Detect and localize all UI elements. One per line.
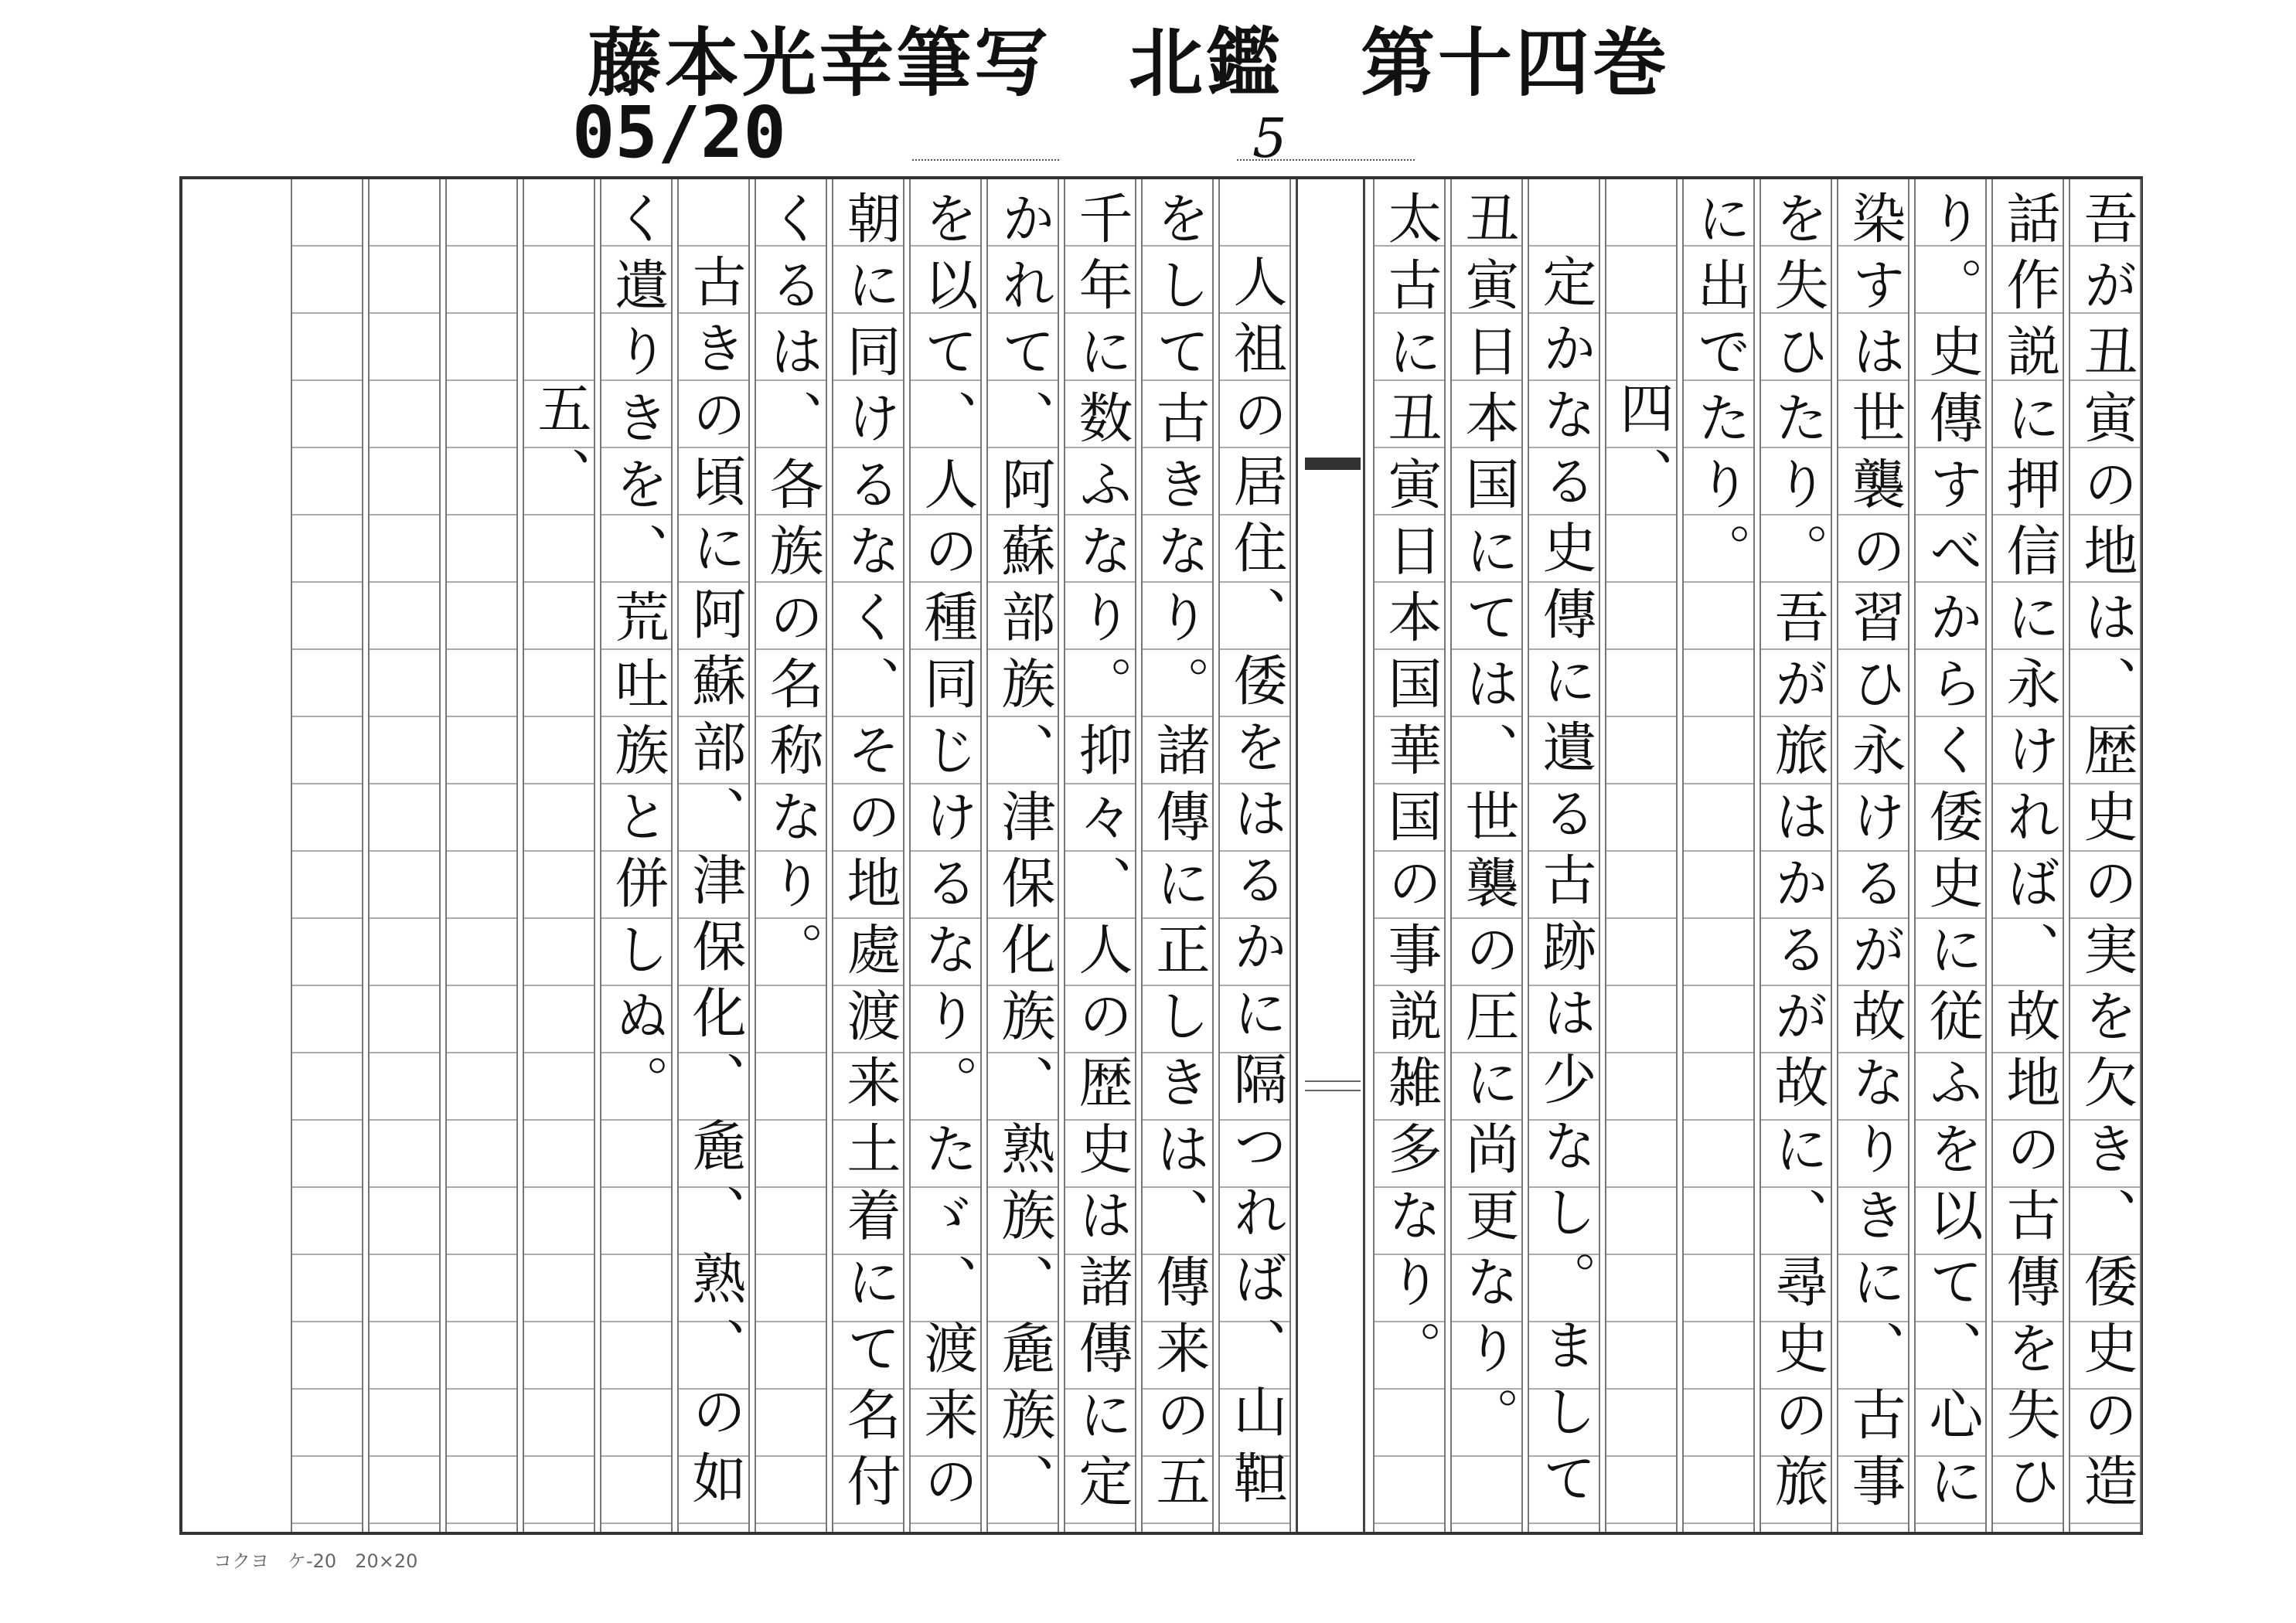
column-text: り。史傳すべからく倭史に従ふを以て、心に	[1920, 190, 1984, 1519]
manuscript-column	[1759, 179, 1832, 1532]
manuscript-column	[1450, 179, 1523, 1532]
manuscript-column-empty	[368, 179, 441, 1532]
column-text: に出でたり。	[1688, 190, 1752, 589]
column-text: 定かなる史傳に遺る古跡は少なし。まして	[1534, 253, 1597, 1516]
column-text: を以て、人の種同じけるなり。たゞ、渡来の	[915, 190, 979, 1519]
manuscript-column	[1837, 179, 1909, 1532]
binding-mark-bottom	[1305, 1080, 1361, 1091]
column-text: を失ひたり。吾が旅はかるが故に、尋史の旅	[1766, 190, 1829, 1519]
column-text: 染すは世襲の習ひ永けるが故なりきに、古事	[1843, 190, 1906, 1519]
column-text: 吾が丑寅の地は、歴史の実を欠き、倭史の造	[2075, 190, 2138, 1519]
manuscript-column	[909, 179, 982, 1532]
manuscript-column	[1605, 179, 1678, 1532]
manuscript-column	[2069, 179, 2141, 1532]
column-text: く遺りきを、荒吐族と併しぬ。	[606, 190, 669, 1121]
manuscript-column	[677, 179, 750, 1532]
center-binding	[1296, 179, 1365, 1532]
page-number-underline	[912, 159, 1059, 161]
paper-info: コクヨ ケ-20 20×20	[213, 1550, 418, 1572]
column-text: くるは、各族の名称なり。	[761, 190, 824, 988]
manuscript-column-empty	[445, 179, 518, 1532]
manuscript-column	[1141, 179, 1214, 1532]
column-text: 古きの頃に阿蘇部、津保化、麁、熟、の如	[683, 253, 747, 1516]
column-text: 朝に同けるなく、その地處渡来土着にて名付	[838, 190, 901, 1519]
page-number-underline-right	[1237, 159, 1415, 161]
column-text: 太古に丑寅日本国華国の事説雑多なり。	[1379, 190, 1443, 1387]
manuscript-column	[1218, 179, 1291, 1532]
manuscript-column	[1373, 179, 1446, 1532]
column-text: 四、	[1611, 380, 1674, 513]
manuscript-column	[1914, 179, 1987, 1532]
page-id: 05/20	[572, 91, 786, 174]
column-text: 千年に数ふなり。抑々、人の歴史は諸傳に定	[1070, 190, 1133, 1519]
column-text: 五、	[529, 380, 592, 513]
column-text: 丑寅日本国にては、世襲の圧に尚更なり。	[1456, 190, 1520, 1453]
manuscript-column	[1991, 179, 2064, 1532]
manuscript-column	[1528, 179, 1600, 1532]
column-text: 話作説に押信に永ければ、故地の古傳を失ひ	[1998, 190, 2061, 1519]
document-title: 藤本光幸筆写 北鑑 第十四巻	[588, 20, 1670, 107]
manuscript-column	[1682, 179, 1755, 1532]
manuscript-column	[523, 179, 595, 1532]
column-text: をして古きなり。諸傳に正しきは、傳来の五	[1147, 190, 1211, 1519]
page-number: 5	[1252, 107, 1287, 170]
manuscript-sheet	[179, 176, 2143, 1535]
binding-mark-top	[1305, 458, 1361, 470]
manuscript-column	[755, 179, 827, 1532]
manuscript-column	[986, 179, 1059, 1532]
column-text: 人祖の居住、倭をはるかに隔つれば、山靼	[1225, 253, 1288, 1516]
manuscript-column	[832, 179, 904, 1532]
manuscript-column-empty	[291, 179, 363, 1532]
manuscript-column	[1064, 179, 1136, 1532]
manuscript-column	[600, 179, 673, 1532]
column-text: かれて、阿蘇部族、津保化族、熟族、麁族、	[993, 190, 1056, 1519]
